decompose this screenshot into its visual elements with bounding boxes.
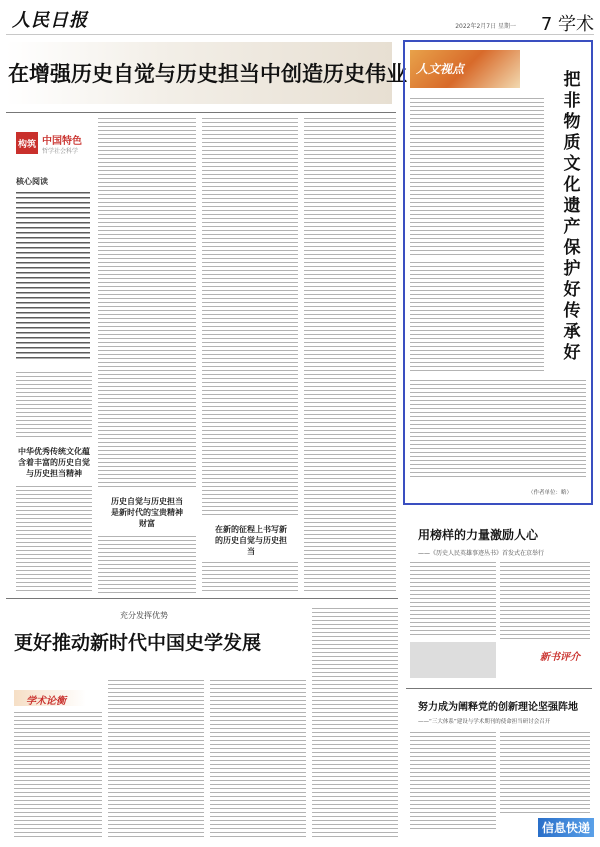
- subhead-3: 在新的征程上书写新的历史自觉与历史担当: [215, 524, 287, 556]
- divider: [406, 688, 592, 689]
- dateline: 2022年2月7日 星期一: [455, 23, 516, 30]
- column-label: 构筑: [16, 132, 38, 154]
- article-text: [210, 680, 306, 840]
- feature-text: [410, 98, 544, 256]
- article-text: [202, 118, 298, 518]
- article1-subtitle: ——《历史人民英雄事迹丛书》首发式在京举行: [418, 550, 545, 557]
- article-text: [108, 680, 204, 840]
- divider: [6, 598, 398, 599]
- article-text: [410, 732, 496, 832]
- article-text: [202, 562, 298, 594]
- article-text: [500, 732, 590, 814]
- article-text: [98, 118, 196, 490]
- summary-heading: 核心阅读: [16, 177, 48, 186]
- feature-text: [410, 262, 544, 374]
- article-text: [16, 486, 92, 594]
- book-image: [410, 642, 496, 678]
- article-text: [14, 712, 102, 840]
- feature-banner-label: 人文视点: [416, 62, 465, 76]
- masthead: [6, 4, 594, 35]
- news-brief-label: 信息快递: [538, 818, 594, 837]
- section2-kicker: 充分发挥优势: [120, 611, 168, 620]
- article1-title: 用榜样的力量激励人心: [418, 528, 539, 542]
- summary-text: [16, 192, 90, 362]
- newspaper-logo: 人民日报: [12, 10, 88, 31]
- divider: [6, 112, 396, 113]
- article2-subtitle: ——“三大体系”建设与学术期刊的使命担当研讨会召开: [418, 719, 551, 725]
- feature-footer: （作者单位：略）: [528, 490, 573, 496]
- page-number: 7 学术: [540, 14, 594, 35]
- feature-title: 把非物质文化遗产保护好传承好: [563, 70, 581, 363]
- article-text: [410, 562, 496, 638]
- article-text: [16, 372, 92, 440]
- article-text: [98, 536, 196, 594]
- main-headline: 在增强历史自觉与历史担当中创造历史伟业: [8, 61, 407, 86]
- column-name: 中国特色: [42, 136, 82, 147]
- section2-headline: 更好推动新时代中国史学发展: [14, 632, 262, 654]
- feature-text: [410, 380, 586, 480]
- section2-column-label: 学术论衡: [26, 696, 66, 707]
- subhead-1: 中华优秀传统文化蕴含着丰富的历史自觉与历史担当精神: [18, 446, 90, 478]
- column-subtitle: 哲学社会科学: [42, 148, 79, 155]
- subhead-2: 历史自觉与历史担当是新时代的宝贵精神财富: [111, 496, 183, 528]
- article-text: [500, 562, 590, 642]
- article-text: [304, 118, 396, 594]
- new-book-label: 新书评介: [540, 652, 580, 663]
- article-text: [312, 608, 398, 840]
- article2-title: 努力成为阐释党的创新理论坚强阵地: [418, 702, 578, 713]
